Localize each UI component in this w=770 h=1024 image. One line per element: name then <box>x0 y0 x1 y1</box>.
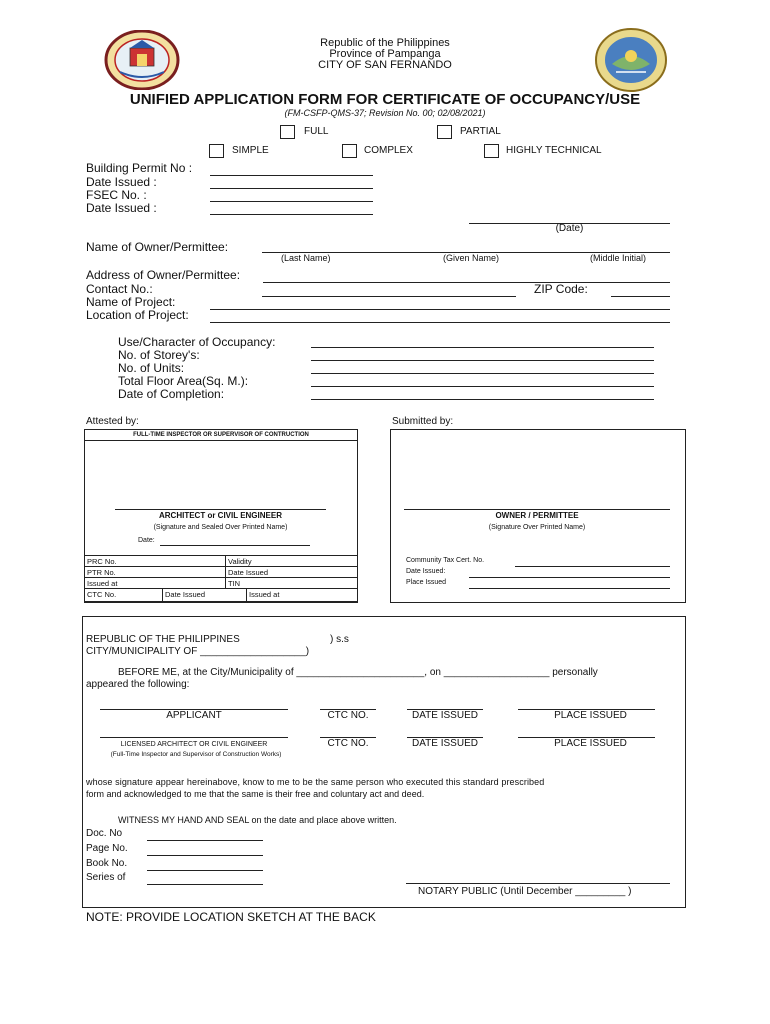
attested-box-header-rule <box>84 440 358 441</box>
applicant-date-caption: DATE ISSUED <box>412 710 478 721</box>
building-permit-label: Building Permit No : <box>86 161 193 175</box>
applicant-caption: APPLICANT <box>166 710 222 721</box>
architect-date-issued-caption: DATE ISSUED <box>412 738 478 749</box>
architect-sig-note: (Signature and Sealed Over Printed Name) <box>153 524 288 531</box>
date-issued-line-1[interactable] <box>210 188 373 189</box>
page-no-line[interactable] <box>147 855 263 856</box>
applicant-place-caption: PLACE ISSUED <box>554 710 627 721</box>
date-caption: (Date) <box>555 223 584 234</box>
header-province: Province of Pampanga <box>329 48 441 60</box>
project-location-label: Location of Project: <box>86 308 189 322</box>
highly-technical-checkbox[interactable] <box>484 144 499 158</box>
full-checkbox[interactable] <box>280 125 295 139</box>
notary-public-caption: NOTARY PUBLIC (Until December _________ ) <box>418 886 632 897</box>
architect-notary-caption: LICENSED ARCHITECT OR CIVIL ENGINEER <box>120 741 268 748</box>
architect-notary-note: (Full-Time Inspector and Supervisor of Construction Works) <box>110 751 282 758</box>
notary-box <box>82 616 686 908</box>
owner-address-label: Address of Owner/Permittee: <box>86 268 241 282</box>
architect-place-caption: PLACE ISSUED <box>554 738 627 749</box>
full-label: FULL <box>304 126 329 137</box>
storeys-label: No. of Storey's: <box>118 348 200 362</box>
owner-address-line[interactable] <box>263 282 670 283</box>
page-title: UNIFIED APPLICATION FORM FOR CERTIFICATE OF OCCUPANCY/USE <box>129 91 641 108</box>
completion-line[interactable] <box>311 399 654 400</box>
floor-area-label: Total Floor Area(Sq. M.): <box>118 374 249 388</box>
footer-note: NOTE: PROVIDE LOCATION SKETCH AT THE BACK <box>86 910 376 924</box>
units-line[interactable] <box>311 373 654 374</box>
notary-public-line[interactable] <box>406 883 670 884</box>
complex-checkbox[interactable] <box>342 144 357 158</box>
partial-label: PARTIAL <box>460 126 501 137</box>
floor-area-line[interactable] <box>311 386 654 387</box>
use-line[interactable] <box>311 347 654 348</box>
notary-city: CITY/MUNICIPALITY OF ___________________) <box>86 646 310 657</box>
notary-whose-1: whose signature appear hereinabove, know to me to be the same person who executed this standard prescribed <box>86 777 545 787</box>
ctc-cert-label: Community Tax Cert. No. <box>406 557 485 564</box>
ctc-cell[interactable]: CTC No. <box>84 588 163 602</box>
owner-signature-line[interactable] <box>404 509 670 510</box>
page-no-label: Page No. <box>86 843 128 854</box>
architect-date-label: Date: <box>138 537 155 544</box>
doc-no-line[interactable] <box>147 840 263 841</box>
owner-date-issued-label: Date Issued: <box>406 568 446 575</box>
zip-line[interactable] <box>611 296 670 297</box>
book-no-line[interactable] <box>147 870 263 871</box>
owner-date-issued-line[interactable] <box>469 577 670 578</box>
ptr-cell[interactable]: PTR No. <box>84 566 226 578</box>
notary-republic: REPUBLIC OF THE PHILIPPINES <box>86 634 240 645</box>
date-issued-label-1: Date Issued : <box>86 175 157 189</box>
notary-whose-2: form and acknowledged to me that the same is their free and coluntary act and deed. <box>86 789 425 799</box>
header-republic: Republic of the Philippines <box>320 37 450 49</box>
contact-line[interactable] <box>262 296 516 297</box>
ctc-date-issued-cell[interactable]: Date Issued <box>162 588 247 602</box>
notary-appeared: appeared the following: <box>86 679 190 690</box>
city-seal-logo <box>104 30 180 90</box>
partial-checkbox[interactable] <box>437 125 452 139</box>
owner-sig-note: (Signature Over Printed Name) <box>488 524 586 531</box>
doc-no-label: Doc. No <box>86 828 123 839</box>
issued-at-cell[interactable]: Issued at <box>84 577 226 589</box>
series-label: Series of <box>86 872 126 883</box>
header-city: CITY OF SAN FERNANDO <box>318 59 452 71</box>
prc-cell[interactable]: PRC No. <box>84 555 226 567</box>
validity-cell[interactable]: Validity <box>225 555 358 567</box>
zip-label: ZIP Code: <box>534 282 588 296</box>
ctc-cert-line[interactable] <box>515 566 670 567</box>
completion-label: Date of Completion: <box>118 387 225 401</box>
architect-ctc-caption: CTC NO. <box>327 738 369 749</box>
building-permit-line[interactable] <box>210 175 373 176</box>
architect-date-line[interactable] <box>160 545 310 546</box>
architect-role: ARCHITECT or CIVIL ENGINEER <box>159 511 282 520</box>
notary-witness: WITNESS MY HAND AND SEAL on the date and place above written. <box>118 815 397 825</box>
owner-place-issued-label: Place Issued <box>406 579 447 586</box>
date-issued-label-2: Date Issued : <box>86 201 157 215</box>
owner-place-issued-line[interactable] <box>469 588 670 589</box>
project-name-label: Name of Project: <box>86 295 176 309</box>
attested-by-label: Attested by: <box>86 416 139 427</box>
date-issued-line-2[interactable] <box>210 214 373 215</box>
storeys-line[interactable] <box>311 360 654 361</box>
book-no-label: Book No. <box>86 858 128 869</box>
page-subtitle: (FM-CSFP-QMS-37; Revision No. 00; 02/08/2021) <box>284 108 486 118</box>
project-name-line[interactable] <box>210 309 670 310</box>
submitted-by-label: Submitted by: <box>392 416 454 427</box>
province-seal-logo <box>594 28 668 92</box>
middle-initial-caption: (Middle Initial) <box>590 253 647 263</box>
architect-notary-line[interactable] <box>100 737 288 738</box>
highly-technical-label: HIGHLY TECHNICAL <box>506 145 602 156</box>
simple-label: SIMPLE <box>232 145 269 156</box>
notary-ss: ) s.s <box>330 634 349 645</box>
simple-checkbox[interactable] <box>209 144 224 158</box>
project-location-line[interactable] <box>210 322 670 323</box>
architect-signature-line[interactable] <box>115 509 326 510</box>
fsec-line[interactable] <box>210 201 373 202</box>
contact-label: Contact No.: <box>86 282 153 296</box>
date-issued-cell[interactable]: Date Issued <box>225 566 358 578</box>
ctc-issued-at-cell[interactable]: Issued at <box>246 588 358 602</box>
units-label: No. of Units: <box>118 361 185 375</box>
series-line[interactable] <box>147 884 263 885</box>
given-name-caption: (Given Name) <box>443 253 500 263</box>
last-name-caption: (Last Name) <box>281 253 331 263</box>
tin-cell[interactable]: TIN <box>225 577 358 589</box>
complex-label: COMPLEX <box>364 145 413 156</box>
owner-name-label: Name of Owner/Permittee: <box>86 240 229 254</box>
use-label: Use/Character of Occupancy: <box>118 335 276 349</box>
owner-role: OWNER / PERMITTEE <box>495 511 579 520</box>
notary-before-me: BEFORE ME, at the City/Municipality of _______________________, on ___________________ personally <box>118 667 598 678</box>
applicant-ctc-caption: CTC NO. <box>327 710 369 721</box>
fsec-label: FSEC No. : <box>86 188 147 202</box>
attested-box-header: FULL-TIME INSPECTOR OR SUPERVISOR OF CONTRUCTION <box>133 432 309 438</box>
